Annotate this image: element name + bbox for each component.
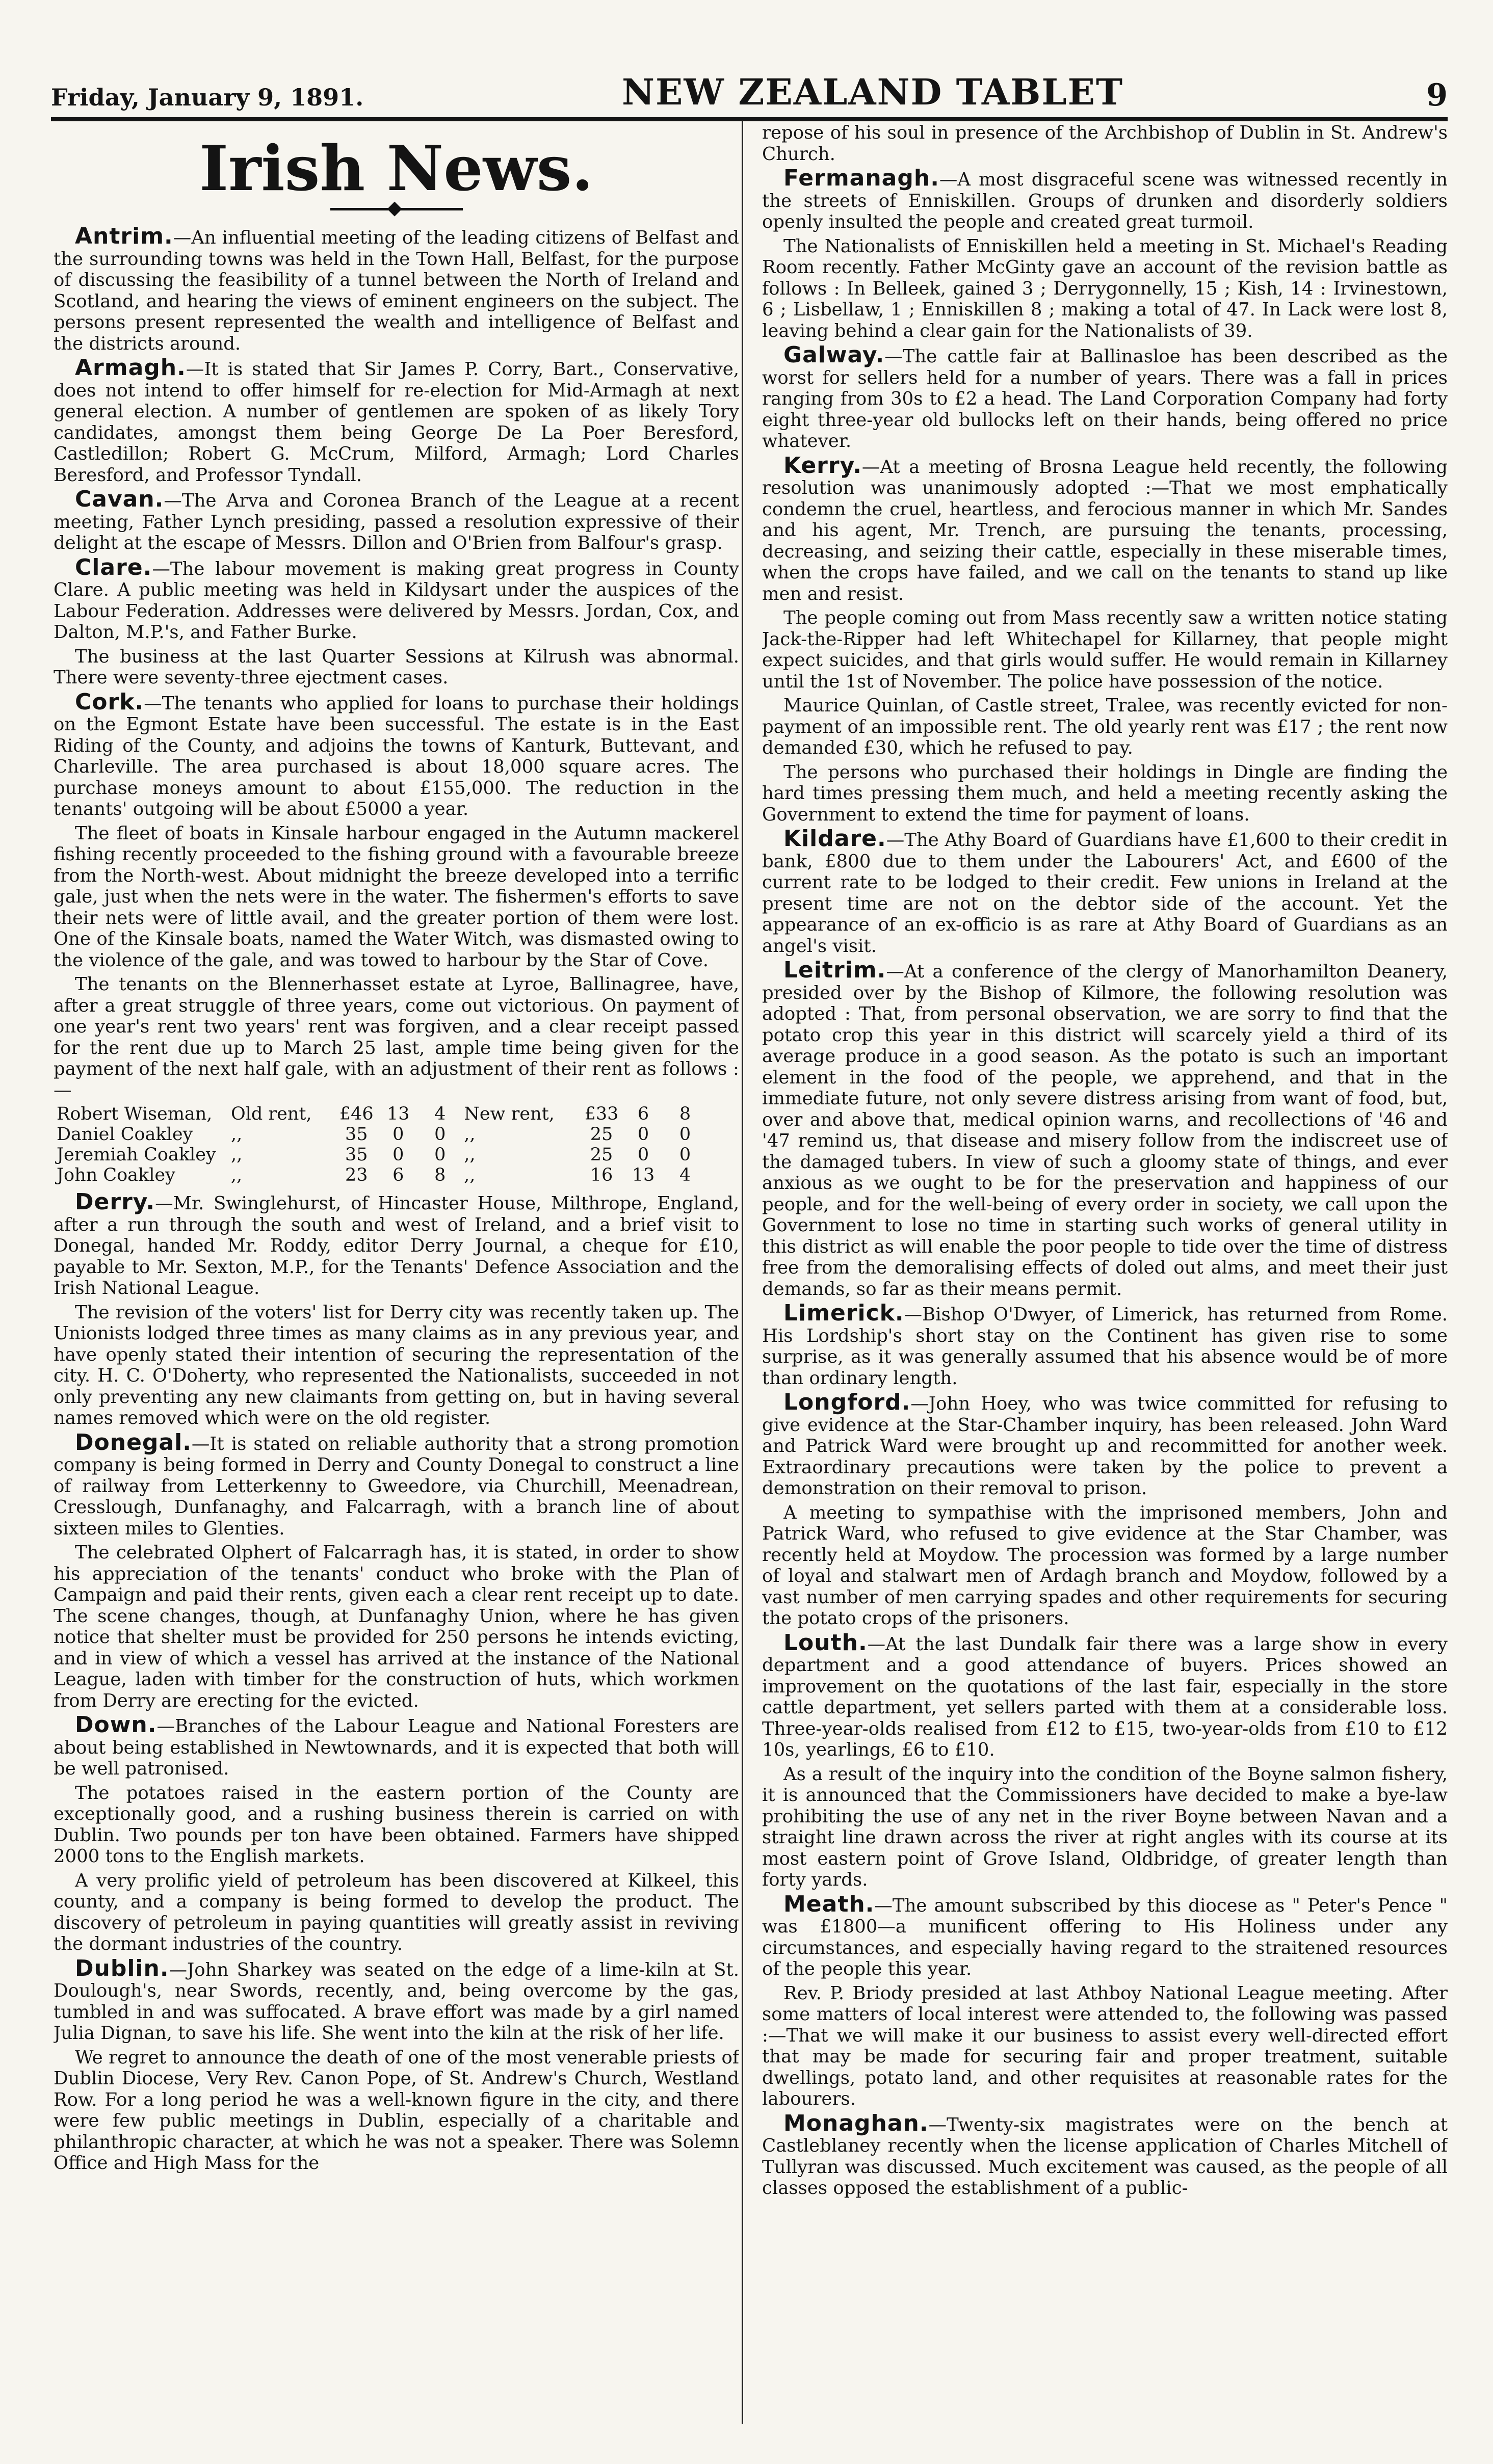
county-heading: Limerick. — [783, 1300, 904, 1326]
paragraph-text: Maurice Quinlan, of Castle street, Tralee, was recently evicted for non-payment of an impossible rent. The old yearly rent was £17 ; the rent now demanded £30, which he refused to pay. — [762, 695, 1448, 758]
county-heading: Antrim. — [75, 223, 173, 249]
paragraph-text: —The tenants who applied for loans to purchase their holdings on the Egmont Estate have been successful. The estate is in the East Riding of the County, and adjoins the towns of Kanturk, Buttevant, and Charleville. The area purchased is about 18,000 square acres. The purchase moneys amount to about £155,000. The reduction in the tenants' outgoing will be about £5000 a year. — [54, 693, 739, 819]
rent-cell-new-pence: 0 — [679, 1124, 691, 1145]
news-paragraph — [762, 1389, 1448, 1499]
rent-cell-old-pence: 8 — [434, 1165, 446, 1185]
news-paragraph — [762, 1983, 1448, 2110]
county-heading: Cavan. — [75, 486, 164, 512]
news-paragraph — [762, 342, 1448, 452]
news-paragraph — [54, 1870, 739, 1955]
county-heading: Armagh. — [75, 355, 186, 381]
news-paragraph — [54, 1302, 739, 1429]
paragraph-text: A very prolific yield of petroleum has been discovered at Kilkeel, this county, and a company is being formed to develop the product. The discovery of petroleum in paying quantities will greatly assist in reviving the dormant industries of the country. — [54, 1870, 739, 1954]
paragraph-text: repose of his soul in presence of the Archbishop of Dublin in St. Andrew's Church. — [762, 122, 1448, 165]
paragraph-text: —At a conference of the clergy of Manorhamilton Deanery, presided over by the Bishop of Kilmore, the following resolution was adopted : That, from personal observation, we are sorry to find that the potato crop this year in this district will scarcely yield a third of its average produce in a good season. As the potato is such an important element in the food of the people, we apprehend, and that in the immediate future, not only severe distress arising from want of food, but, over and above that, medical opinion warns, and recollections of '46 and '47 remind us, that disease and misery follow from the indiscreet use of the damaged tubers. In view of such a gloomy state of things, and ever anxious as we ought to be for the preservation and happiness of our people, and for the well-being of every order in society, we call upon the Government to lose no time in starting such works of general utility in this district as will enable the poor people to tide over the time of distress free from the demoralising effects of doled out alms, and meet their just demands, so far as their means permit. — [762, 961, 1448, 1300]
news-paragraph — [762, 1891, 1448, 1980]
news-paragraph — [54, 357, 739, 486]
rent-cell-new-shillings: 0 — [637, 1124, 649, 1145]
paragraph-text: —The cattle fair at Ballinasloe has been described as the worst for sellers held for a number of years. There was a fall in prices ranging from 30s to £2 a head. The Land Corporation Company had forty eight three-year old bullocks left on their hands, being offered no price whatever. — [762, 346, 1448, 452]
rent-cell-new-shillings: 0 — [637, 1145, 649, 1165]
news-paragraph — [762, 828, 1448, 957]
rent-cell-old-label: Old rent, — [231, 1104, 312, 1124]
rent-cell-name: Jeremiah Coakley — [57, 1145, 216, 1165]
left-articles-2 — [54, 1191, 739, 2174]
rent-cell-name: Robert Wiseman, — [57, 1104, 213, 1124]
paragraph-text: The tenants on the Blennerhasset estate at Lyroe, Ballinagree, have, after a great struggle of three years, come out victorious. On payment of one year's rent two years' rent was forgiven, and a clear receipt passed for the rent due up to March 25 last, ample time being given for the payment of the next half gale, with an adjustment of their rent as follows :— — [54, 974, 739, 1101]
rent-cell-old-shillings: 13 — [386, 1104, 410, 1124]
right-articles — [762, 122, 1448, 2199]
rent-cell-name: Daniel Coakley — [57, 1124, 193, 1145]
news-paragraph — [54, 2047, 739, 2174]
news-paragraph — [54, 1783, 739, 1867]
paragraph-text: —The labour movement is making great progress in County Clare. A public meeting was held in Kildysart under the auspices of the Labour Federation. Addresses were delivered by Messrs. Jordan, Cox, and Dalton, M.P.'s, and Father Burke. — [54, 558, 739, 643]
paragraph-text: The celebrated Olphert of Falcarragh has, it is stated, in order to show his appreciation of the tenants' conduct who broke with the Plan of Campaign and paid their rents, given each a clear rent receipt up to date. The scene changes, though, at Dunfanaghy Union, where he has given notice that shelter must be provided for 250 persons he intends evicting, and in view of which a vessel has arrived at the instance of the National League, laden with timber for the construction of huts, which workmen from Derry are erecting for the evicted. — [54, 1542, 739, 1711]
rent-cell-new-pounds: 25 — [590, 1124, 613, 1145]
news-paragraph — [54, 486, 739, 554]
rent-cell-new-shillings: 6 — [637, 1104, 649, 1124]
page-header — [51, 61, 1448, 121]
paragraph-text: —Branches of the Labour League and National Foresters are about being established in Newtownards, and it is expected that both will be well patronised. — [54, 1716, 739, 1779]
rent-cell-old-pounds: 35 — [345, 1145, 368, 1165]
news-paragraph — [54, 688, 739, 820]
news-paragraph — [762, 762, 1448, 826]
paragraph-text: The revision of the voters' list for Derry city was recently taken up. The Unionists lodged three times as many claims as in any previous year, and have openly stated their intention of securing the representation of the city. H. C. O'Doherty, who represented the Nationalists, succeeded in not only preventing any new claimants from getting on, but in having several names removed which were on the old register. — [54, 1302, 739, 1428]
rent-cell-old-shillings: 6 — [392, 1165, 404, 1185]
county-heading: Louth. — [783, 1629, 868, 1656]
rent-row — [54, 1145, 706, 1165]
rent-cell-old-label: ,, — [231, 1165, 243, 1185]
column-rule — [742, 120, 743, 2424]
paragraph-text: A meeting to sympathise with the imprisoned members, John and Patrick Ward, who refused to give evidence at the Star Chamber, was recently held at Moydow. The procession was formed by a large number of loyal and stalwart men of Ardagh branch and Moydow, followed by a vast number of men carrying spades and other requirements for securing the potato crops of the prisoners. — [762, 1502, 1448, 1629]
paragraph-text: —An influential meeting of the leading citizens of Belfast and the surrounding towns was held in the Town Hall, Belfast, for the purpose of discussing the feasibility of a tunnel between the North of Ireland and Scotland, and hearing the views of eminent engineers on the subject. The persons present represented the wealth and intelligence of Belfast and the districts around. — [54, 227, 739, 354]
news-paragraph — [54, 646, 739, 688]
paragraph-text: —A most disgraceful scene was witnessed recently in the streets of Enniskillen. Groups of drunken and disorderly soldiers openly insulted the people and created great turmoil. — [762, 169, 1448, 232]
rent-cell-new-label: ,, — [464, 1145, 476, 1165]
rent-cell-old-pence: 0 — [434, 1145, 446, 1165]
rent-cell-new-shillings: 13 — [632, 1165, 655, 1185]
county-heading: Down. — [75, 1712, 157, 1738]
county-heading: Monaghan. — [783, 2110, 929, 2136]
county-heading: Galway. — [783, 342, 885, 368]
paragraph-text: —It is stated on reliable authority that a strong promotion company is being formed in Derry and County Donegal to construct a line of railway from Letterkenny to Gweedore, via Churchill, Meenadrean, Cresslough, Dunfanaghy, and Falcarragh, with a branch line of about sixteen miles to Glenties. — [54, 1433, 739, 1539]
rent-cell-new-pounds: 25 — [590, 1145, 613, 1165]
county-heading: Fermanagh. — [783, 165, 939, 191]
left-articles-1 — [54, 223, 739, 1101]
news-paragraph — [54, 974, 739, 1101]
news-paragraph — [54, 1191, 739, 1299]
paragraph-text: As a result of the inquiry into the condition of the Boyne salmon fishery, it is announced that the Commissioners have decided to make a bye-law prohibiting the use of any net in the river Boyne between Navan and a straight line drawn across the river at right angles with its course at its most eastern point of Grove Island, Oldbridge, of greater length than forty yards. — [762, 1763, 1448, 1890]
rent-cell-new-pounds: 16 — [590, 1165, 613, 1185]
paragraph-text: We regret to announce the death of one of the most venerable priests of Dublin Diocese, Very Rev. Canon Pope, of St. Andrew's Church, Westland Row. For a long period he was a well-known figure in the city, and there were few public meetings in Dublin, especially of a charitable and philanthropic character, at which he was not a speaker. There was Solemn Office and High Mass for the — [54, 2047, 739, 2174]
news-paragraph — [54, 823, 739, 971]
ornament-rule — [330, 208, 463, 210]
paragraph-text: —John Hoey, who was twice committed for refusing to give evidence at the Star-Chamber inquiry, has been released. John Ward and Patrick Ward were brought up and recommitted for another week. Extraordinary precautions were taken by the police to prevent a demonstration on their removal to prison. — [762, 1393, 1448, 1499]
news-paragraph — [54, 1429, 739, 1540]
rent-cell-old-pounds: 23 — [345, 1165, 368, 1185]
news-paragraph — [54, 1714, 739, 1780]
paragraph-text: —The amount subscribed by this diocese as " Peter's Pence " was £1800—a munificent offering to His Holiness under any circumstances, and especially having regard to the straitened resources of the people this year. — [762, 1895, 1448, 1979]
county-heading: Cork. — [75, 688, 144, 715]
paragraph-text: —At a meeting of Brosna League held recently, the following resolution was unanimously adopted :—That we most emphatically condemn the cruel, heartless, and ferocious manner in which Mr. Sandes and his agent, Mr. Trench, are pursuing the tenants, processing, decreasing, and seizing their cattle, especially in these miserable times, when the crops have failed, and we call on the tenants to stand up like men and resist. — [762, 456, 1448, 604]
county-heading: Longford. — [783, 1389, 911, 1415]
page-number: 9 — [1426, 77, 1448, 113]
paragraph-text: —Mr. Swinglehurst, of Hincaster House, Milthrope, England, after a run through the south and west of Ireland, and a brief visit to Donegal, handed Mr. Roddy, editor Derry Journal, a cheque for £10, payable to Mr. Sexton, M.P., for the Tenants' Defence Association and the Irish National League. — [54, 1193, 739, 1299]
paragraph-text: —At the last Dundalk fair there was a large show in every department and a good attendance of buyers. Prices showed an improvement on the quotations of the last fair, especially in the store cattle department, yet sellers parted with them at a considerable loss. Three-year-olds realised from £12 to £15, two-year-olds from £10 to £12 10s, yearlings, £6 to £10. — [762, 1633, 1448, 1760]
rent-cell-new-label: New rent, — [464, 1104, 555, 1124]
county-heading: Meath. — [783, 1891, 875, 1917]
issue-date: Friday, January 9, 1891. — [51, 84, 364, 111]
news-paragraph — [762, 1629, 1448, 1761]
county-heading: Dublin. — [75, 1955, 169, 1981]
county-heading: Clare. — [75, 554, 152, 580]
rent-cell-new-pence: 4 — [679, 1165, 691, 1185]
county-heading: Donegal. — [75, 1429, 192, 1455]
rent-cell-new-pounds: £33 — [584, 1104, 619, 1124]
paragraph-text: —Twenty-six magistrates were on the bench at Castleblaney recently when the license application of Charles Mitchell of Tullyran was discussed. Much excitement was caused, as the people of all classes opposed the establishment of a public- — [762, 2114, 1448, 2198]
paragraph-text: The persons who purchased their holdings in Dingle are finding the hard times pressing them much, and held a meeting recently asking the Government to extend the time for payment of loans. — [762, 761, 1448, 825]
rent-cell-old-pounds: £46 — [339, 1104, 374, 1124]
paragraph-text: —The Arva and Coronea Branch of the League at a recent meeting, Father Lynch presiding, passed a resolution expressive of their delight at the escape of Messrs. Dillon and O'Brien from Balfour's grasp. — [54, 490, 739, 553]
paragraph-text: —It is stated that Sir James P. Corry, Bart., Conservative, does not intend to offer himself for re-election for Mid-Armagh at next general election. A number of gentlemen are spoken of as likely Tory candidates, amongst them being George De La Poer Beresford, Castledillon; Robert G. McCrum, Milford, Armagh; Lord Charles Beresford, and Professor Tyndall. — [54, 359, 739, 486]
paragraph-text: The fleet of boats in Kinsale harbour engaged in the Autumn mackerel fishing recently proceeded to the fishing ground with a favourable breeze from the North-west. About midnight the breeze developed into a terrific gale, just when the nets were in the water. The fishermen's efforts to save their nets were of little avail, and the greater portion of them were lost. One of the Kinsale boats, named the Water Witch, was dismasted owing to the violence of the gale, and was towed to harbour by the Star of Cove. — [54, 823, 739, 971]
news-paragraph — [762, 957, 1448, 1300]
news-paragraph — [762, 695, 1448, 759]
publication-title: NEW ZEALAND TABLET — [622, 71, 1124, 113]
paragraph-text: —John Sharkey was seated on the edge of a lime-kiln at St. Doulough's, near Swords, recently, and, being overcome by the gas, tumbled in and was suffocated. A brave effort was made by a girl named Julia Dignan, to save his life. She went into the kiln at the risk of her life. — [54, 1959, 739, 2044]
paragraph-text: —The Athy Board of Guardians have £1,600 to their credit in bank, £800 due to them under the Labourers' Act, and £600 of the current rate to be lodged to their credit. Few unions in Ireland at the present time are not on the debtor side of the account. Yet the appearance of an ex-officio is as rare at Athy Board of Guardians as an angel's visit. — [762, 830, 1448, 957]
news-paragraph — [54, 223, 739, 354]
rent-cell-old-label: ,, — [231, 1124, 243, 1145]
rent-row — [54, 1165, 706, 1185]
rent-row — [54, 1124, 706, 1145]
news-paragraph — [762, 1300, 1448, 1389]
rent-cell-new-pence: 8 — [679, 1104, 691, 1124]
rent-cell-old-pence: 4 — [434, 1104, 446, 1124]
section-title: Irish News. — [199, 131, 593, 205]
news-paragraph — [762, 1502, 1448, 1629]
rent-cell-old-pounds: 35 — [345, 1124, 368, 1145]
paragraph-text: The people coming out from Mass recently saw a written notice stating Jack-the-Ripper had left Whitechapel for Killarney, that people might expect suicides, and that girls would suffer. He would remain in Killarney until the 1st of November. The police have possession of the notice. — [762, 607, 1448, 692]
rent-cell-old-shillings: 0 — [392, 1124, 404, 1145]
news-paragraph — [762, 2110, 1448, 2199]
paragraph-text: The Nationalists of Enniskillen held a meeting in St. Michael's Reading Room recently. Father McGinty gave an account of the revision battle as follows : In Belleek, gained 3 ; Derrygonnelly, 15 ; Kish, 14 : Irvinestown, 6 ; Lisbellaw, 1 ; Enniskillen 8 ; making a total of 47. In Lack were lost 8, leaving behind a clear gain for the Nationalists of 39. — [762, 235, 1448, 341]
right-column — [762, 122, 1448, 2436]
paragraph-text: Rev. P. Briody presided at last Athboy National League meeting. After some matters of local interest were attended to, the following was passed :—That we will make it our business to assist every well-directed effort that may be made for securing fair and proper treatment, suitable dwellings, potato land, and other requisites at reasonable rates for the labourers. — [762, 1982, 1448, 2109]
rent-cell-old-shillings: 0 — [392, 1145, 404, 1165]
county-heading: Kildare. — [783, 826, 886, 852]
rent-cell-new-label: ,, — [464, 1165, 476, 1185]
news-paragraph — [762, 452, 1448, 605]
news-paragraph — [54, 1955, 739, 2044]
left-column — [54, 127, 739, 2441]
county-heading: Derry. — [75, 1189, 155, 1215]
news-paragraph — [762, 236, 1448, 342]
rent-cell-old-label: ,, — [231, 1145, 243, 1165]
news-paragraph — [762, 607, 1448, 692]
news-paragraph — [762, 165, 1448, 233]
paragraph-text: The potatoes raised in the eastern portion of the County are exceptionally good, and a rushing business therein is carried on with Dublin. Two pounds per ton have been obtained. Farmers have shipped 2000 tons to the English markets. — [54, 1782, 739, 1867]
rent-table — [54, 1104, 706, 1185]
rent-cell-new-label: ,, — [464, 1124, 476, 1145]
paragraph-text: The business at the last Quarter Sessions at Kilrush was abnormal. There were seventy-three ejectment cases. — [54, 646, 739, 688]
rent-cell-old-pence: 0 — [434, 1124, 446, 1145]
rent-cell-new-pence: 0 — [679, 1145, 691, 1165]
news-paragraph — [762, 1764, 1448, 1891]
rent-cell-name: John Coakley — [57, 1165, 175, 1185]
news-paragraph — [54, 1542, 739, 1711]
news-paragraph — [54, 554, 739, 643]
county-heading: Leitrim. — [783, 957, 886, 983]
rent-row — [54, 1104, 706, 1124]
news-paragraph — [762, 122, 1448, 165]
paragraph-text: —Bishop O'Dwyer, of Limerick, has returned from Rome. His Lordship's short stay on the Continent has given rise to some surprise, as it was generally assumed that his absence would be of more than ordinary length. — [762, 1304, 1448, 1389]
county-heading: Kerry. — [783, 452, 862, 479]
